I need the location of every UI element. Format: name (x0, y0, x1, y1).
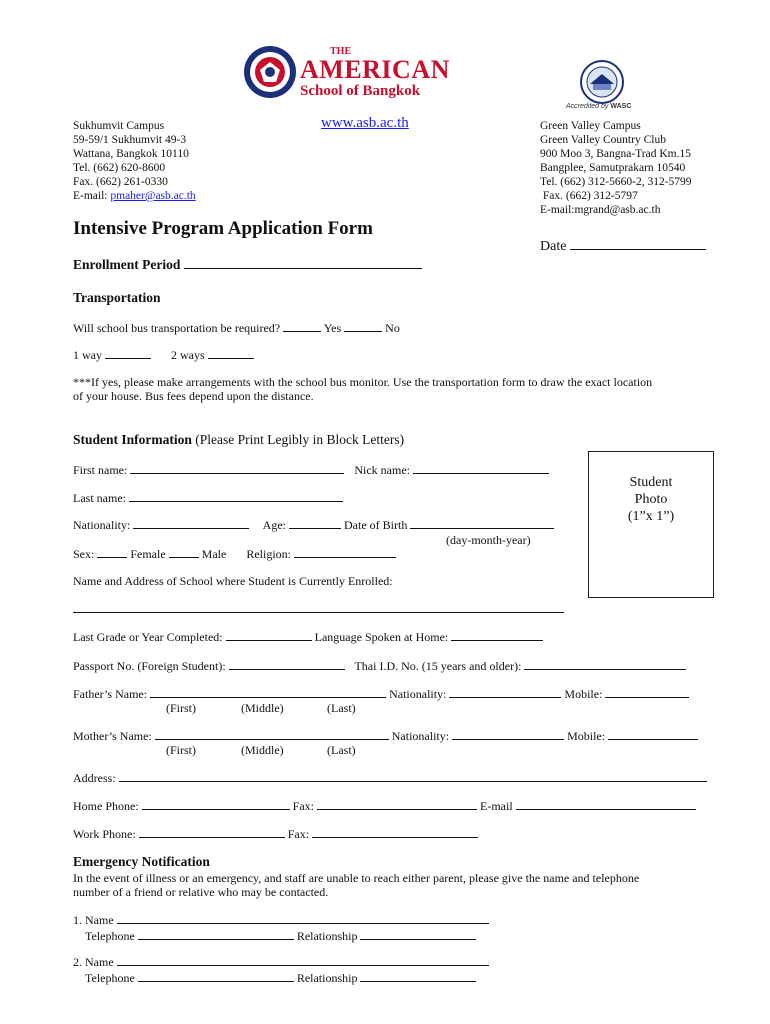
enrollment-row (73, 257, 422, 273)
mother-nationality-label: Nationality: (391, 729, 450, 743)
two-ways-field[interactable] (208, 347, 254, 359)
right-line: Green Valley Country Club (540, 134, 666, 146)
left-email-link[interactable]: pmaher@asb.ac.th (110, 190, 196, 202)
father-nationality-label: Nationality: (389, 687, 447, 701)
contact-2-relationship-label: Relationship (296, 971, 358, 985)
home-phone-row (73, 798, 696, 814)
name-row (73, 462, 549, 478)
address-label: Address: (73, 771, 116, 785)
date-row (540, 238, 706, 255)
work-phone-row (73, 826, 478, 842)
one-way-field[interactable] (105, 347, 151, 359)
date-field[interactable] (570, 238, 706, 250)
right-line: 900 Moo 3, Bangna-Trad Km.15 (540, 148, 691, 160)
hint-middle: (Middle) (241, 743, 284, 757)
student-photo-box[interactable] (588, 451, 714, 598)
enrollment-field[interactable] (184, 257, 422, 269)
contact-2-phone-row (73, 970, 489, 986)
dob-format: (day-month-year) (446, 533, 531, 547)
last-grade-field[interactable] (226, 629, 312, 641)
bus-yes-label: Yes (323, 321, 342, 335)
photo-line: Photo (634, 492, 668, 507)
accredited-label: Accredited by (566, 103, 609, 110)
bus-yes-field[interactable] (283, 320, 321, 332)
email-field[interactable] (516, 798, 696, 810)
last-name-field[interactable] (129, 490, 343, 502)
contact-2-telephone-label: Telephone (85, 971, 135, 985)
mother-mobile-field[interactable] (608, 728, 698, 740)
work-phone-label: Work Phone: (73, 827, 136, 841)
age-label: Age: (262, 518, 286, 532)
one-way-label: 1 way (73, 348, 102, 362)
school-seal-logo (242, 44, 298, 105)
sukhumvit-campus-info (73, 119, 196, 203)
dob-field[interactable] (410, 517, 554, 529)
contact-1 (73, 912, 489, 944)
contact-1-name-field[interactable] (117, 912, 489, 924)
nationality-label: Nationality: (73, 518, 131, 532)
left-line: 59-59/1 Sukhumvit 49-3 (73, 134, 187, 146)
photo-line: Student (629, 475, 673, 490)
hint-middle: (Middle) (241, 701, 284, 715)
logo-american: AMERICAN (300, 55, 450, 84)
age-field[interactable] (289, 517, 341, 529)
nick-name-label: Nick name: (354, 463, 410, 477)
mother-mobile-label: Mobile: (567, 729, 606, 743)
grade-row (73, 629, 543, 645)
religion-field[interactable] (294, 546, 396, 558)
nick-name-field[interactable] (413, 462, 549, 474)
dob-label: Date of Birth (344, 518, 408, 532)
contact-1-telephone-label: Telephone (85, 929, 135, 943)
left-line: Fax. (662) 261-0330 (73, 176, 168, 188)
contact-2-telephone-field[interactable] (138, 970, 294, 982)
home-fax-field[interactable] (317, 798, 477, 810)
first-name-label: First name: (73, 463, 128, 477)
bus-no-label: No (385, 321, 400, 335)
last-name-row (73, 490, 343, 506)
contact-1-relationship-label: Relationship (296, 929, 358, 943)
right-line: Green Valley Campus (540, 120, 641, 132)
student-info-note: (Please Print Legibly in Block Letters) (195, 432, 405, 447)
father-name-field[interactable] (150, 686, 386, 698)
email-label: E-mail (480, 799, 513, 813)
photo-line: (1”x 1”) (627, 509, 675, 524)
contact-2-name-field[interactable] (117, 954, 489, 966)
thai-id-field[interactable] (524, 658, 686, 670)
school-label: Name and Address of School where Student is Currently Enrolled: (73, 574, 393, 588)
transport-note-line: ***If yes, please make arrangements with the school bus monitor. Use the transportation form to draw the exact location (73, 375, 653, 389)
last-name-label: Last name: (73, 491, 126, 505)
mother-name-field[interactable] (155, 728, 389, 740)
student-info-heading (73, 432, 404, 448)
father-mobile-label: Mobile: (564, 687, 603, 701)
work-fax-label: Fax: (287, 827, 310, 841)
emergency-text-line: In the event of illness or an emergency, and staff are unable to reach either parent, please give the name and telephone (73, 871, 640, 885)
language-field[interactable] (451, 629, 543, 641)
email-label: E-mail: (73, 190, 108, 202)
mother-row (73, 728, 698, 744)
father-row (73, 686, 689, 702)
ways-row (73, 347, 254, 363)
home-phone-field[interactable] (142, 798, 290, 810)
contact-2-name-label: 2. Name (73, 955, 114, 969)
home-fax-label: Fax: (292, 799, 315, 813)
date-label: Date (540, 239, 567, 254)
emergency-text (73, 871, 639, 899)
student-info-title: Student Information (73, 432, 192, 447)
contact-2-name-row (73, 954, 489, 970)
school-field[interactable] (73, 602, 564, 613)
contact-1-phone-row (73, 928, 489, 944)
website-link[interactable]: www.asb.ac.th (321, 115, 409, 131)
right-line: Tel. (662) 312-5660-2, 312-5799 (540, 176, 692, 188)
photo-placeholder (589, 474, 713, 525)
hint-last: (Last) (327, 743, 356, 757)
male-field[interactable] (169, 546, 199, 558)
hint-first: (First) (166, 701, 196, 715)
green-valley-campus-info (540, 119, 692, 217)
left-line: Tel. (662) 620-8600 (73, 162, 166, 174)
nationality-field[interactable] (133, 517, 249, 529)
bus-question-row (73, 320, 400, 336)
left-line: Sukhumvit Campus (73, 120, 165, 132)
transport-note (73, 375, 652, 403)
thai-id-label: Thai I.D. No. (15 years and older): (354, 659, 522, 673)
female-label: Female (130, 547, 166, 561)
sex-label: Sex: (73, 547, 95, 561)
contact-1-name-label: 1. Name (73, 913, 114, 927)
right-line: E-mail:mgrand@asb.ac.th (540, 204, 661, 216)
contact-2-relationship-field[interactable] (360, 970, 476, 982)
mother-name-label: Mother’s Name: (73, 729, 152, 743)
last-grade-label: Last Grade or Year Completed: (73, 630, 223, 644)
logo-the: THE (330, 46, 352, 57)
left-email-line (73, 189, 196, 203)
school-wordmark (300, 47, 450, 100)
wasc-seal-logo (580, 60, 624, 109)
father-name-hints (166, 701, 356, 716)
right-line: Bangplee, Samutprakarn 10540 (540, 162, 686, 174)
home-phone-label: Home Phone: (73, 799, 139, 813)
contact-2 (73, 954, 489, 986)
work-phone-field[interactable] (139, 826, 285, 838)
father-mobile-field[interactable] (605, 686, 689, 698)
address-row (73, 770, 707, 786)
address-field[interactable] (119, 770, 707, 782)
passport-label: Passport No. (Foreign Student): (73, 659, 226, 673)
emergency-heading: Emergency Notification (73, 854, 210, 869)
language-label: Language Spoken at Home: (314, 630, 449, 644)
first-name-field[interactable] (130, 462, 344, 474)
male-label: Male (201, 547, 227, 561)
religion-label: Religion: (246, 547, 291, 561)
left-line: Wattana, Bangkok 10110 (73, 148, 189, 160)
female-field[interactable] (97, 546, 127, 558)
nationality-row (73, 517, 554, 533)
work-fax-field[interactable] (312, 826, 478, 838)
mother-nationality-field[interactable] (452, 728, 564, 740)
contact-1-relationship-field[interactable] (360, 928, 476, 940)
transport-note-line: of your house. Bus fees depend upon the distance. (73, 389, 314, 403)
hint-last: (Last) (327, 701, 356, 715)
bus-question: Will school bus transportation be required? (73, 321, 281, 335)
transportation-heading: Transportation (73, 290, 161, 305)
passport-field[interactable] (229, 658, 345, 670)
father-nationality-field[interactable] (449, 686, 561, 698)
contact-1-name-row (73, 912, 489, 928)
hint-first: (First) (166, 743, 196, 757)
bus-no-field[interactable] (344, 320, 382, 332)
contact-1-telephone-field[interactable] (138, 928, 294, 940)
right-line: Fax. (662) 312-5797 (540, 190, 638, 202)
wasc-label: WASC (610, 103, 632, 110)
father-name-label: Father’s Name: (73, 687, 148, 701)
accredited-by (566, 103, 631, 110)
passport-row (73, 658, 686, 674)
form-title: Intensive Program Application Form (73, 218, 373, 239)
logo-school: School of Bangkok (300, 83, 421, 99)
enrollment-label: Enrollment Period (73, 257, 181, 272)
sex-row (73, 546, 396, 562)
emergency-text-line: number of a friend or relative who may be contacted. (73, 885, 329, 899)
two-ways-label: 2 ways (171, 348, 205, 362)
mother-name-hints (166, 743, 356, 758)
